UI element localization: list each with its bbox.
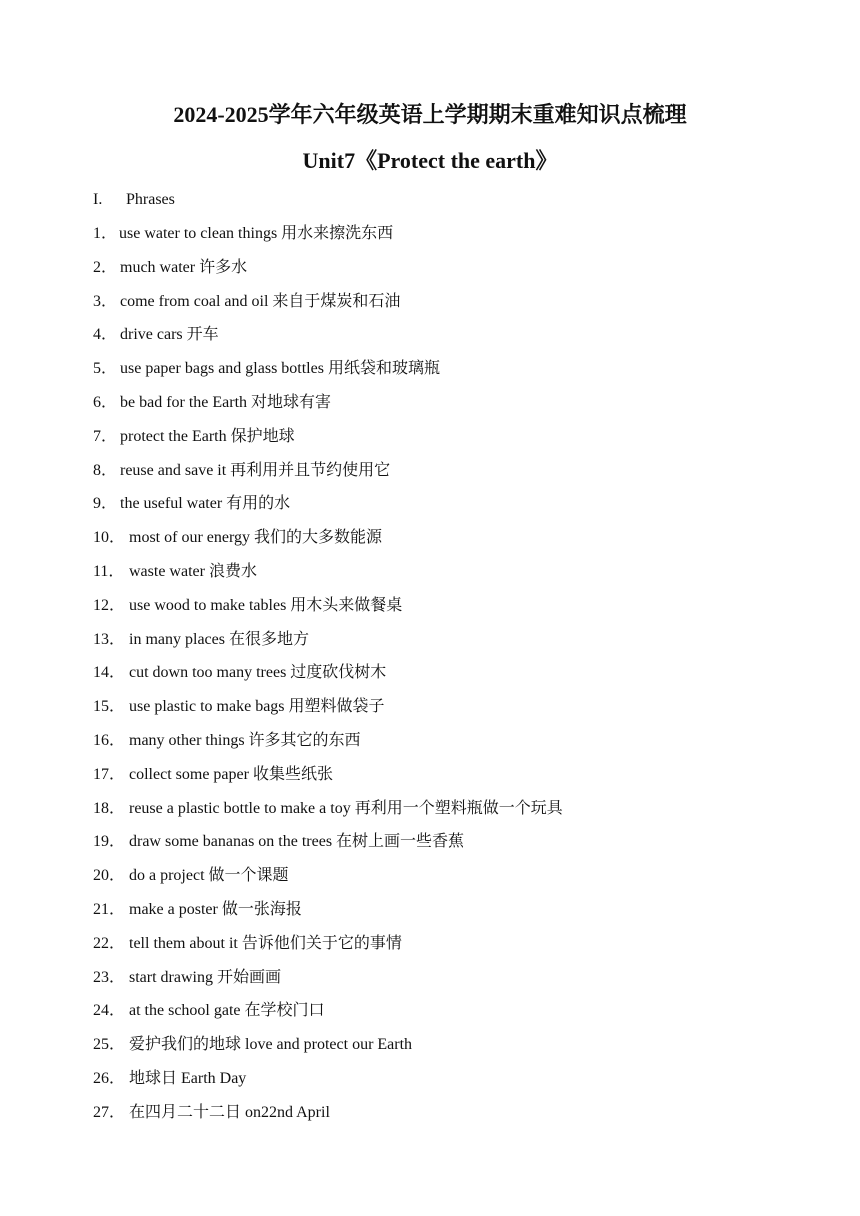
list-item [93, 291, 563, 325]
item-text: at the school gate 在学校门口 [129, 1002, 325, 1020]
item-text: use paper bags and glass bottles 用纸袋和玻璃瓶 [120, 360, 440, 378]
item-text: in many places 在很多地方 [129, 630, 309, 648]
item-number: 19． [93, 833, 126, 851]
item-text: come from coal and oil 来自于煤炭和石油 [120, 292, 401, 310]
item-text: use water to clean things 用水来擦洗东西 [119, 225, 394, 242]
list-item [93, 1102, 563, 1136]
list-item [93, 392, 563, 426]
item-number: 1． [93, 225, 118, 242]
item-text: start drawing 开始画画 [129, 968, 281, 986]
item-number: 11． [93, 562, 125, 580]
item-number: 25． [93, 1036, 126, 1054]
item-number: 2． [93, 258, 118, 276]
item-text: draw some bananas on the trees 在树上画一些香蕉 [129, 833, 465, 851]
item-text: cut down too many trees 过度砍伐树木 [129, 664, 387, 682]
item-text: be bad for the Earth 对地球有害 [120, 393, 332, 411]
list-item [93, 595, 563, 629]
list-item [93, 460, 563, 494]
item-number: 18． [93, 799, 126, 817]
list-item [93, 1068, 563, 1102]
section-heading [93, 189, 175, 211]
item-text: tell them about it 告诉他们关于它的事情 [129, 934, 402, 952]
item-text: most of our energy 我们的大多数能源 [129, 529, 383, 547]
list-item [93, 324, 563, 358]
item-text: use wood to make tables 用木头来做餐桌 [129, 596, 403, 614]
list-item [93, 1034, 563, 1068]
item-text: 爱护我们的地球 love and protect our Earth [129, 1036, 413, 1054]
list-item [93, 426, 563, 460]
item-number: 27． [93, 1103, 126, 1121]
list-item [93, 493, 563, 527]
list-item [93, 730, 563, 764]
item-number: 6． [93, 393, 118, 411]
list-item [93, 223, 563, 257]
phrase-list [93, 223, 563, 1136]
item-text: 地球日 Earth Day [129, 1069, 247, 1087]
list-item [93, 899, 563, 933]
item-number: 16． [93, 731, 126, 749]
item-text: reuse and save it 再利用并且节约使用它 [120, 461, 391, 479]
item-text: the useful water 有用的水 [120, 495, 291, 513]
list-item [93, 527, 563, 561]
list-item [93, 629, 563, 663]
list-item [93, 933, 563, 967]
item-number: 7． [93, 427, 118, 445]
list-item [93, 561, 563, 595]
section-label: Phrases [126, 191, 175, 208]
item-number: 14． [93, 664, 126, 682]
item-text: do a project 做一个课题 [129, 867, 289, 885]
item-text: much water 许多水 [120, 258, 248, 276]
item-number: 3． [93, 292, 118, 310]
item-number: 23． [93, 968, 126, 986]
list-item [93, 662, 563, 696]
item-number: 4． [93, 326, 118, 344]
item-text: many other things 许多其它的东西 [129, 731, 361, 749]
item-text: use plastic to make bags 用塑料做袋子 [129, 698, 385, 716]
item-text: 在四月二十二日 on22nd April [129, 1103, 330, 1121]
list-item [93, 798, 563, 832]
item-number: 10． [93, 529, 126, 547]
item-number: 22． [93, 934, 126, 952]
item-text: make a poster 做一张海报 [129, 900, 302, 918]
item-number: 8． [93, 461, 118, 479]
item-text: protect the Earth 保护地球 [120, 427, 295, 445]
item-number: 9． [93, 495, 118, 513]
list-item [93, 831, 563, 865]
list-item [93, 865, 563, 899]
list-item [93, 1000, 563, 1034]
item-number: 12． [93, 596, 126, 614]
item-number: 21． [93, 900, 126, 918]
document-title: 2024-2025学年六年级英语上学期期末重难知识点梳理 [173, 102, 687, 127]
item-text: reuse a plastic bottle to make a toy 再利用一个塑料瓶做一个玩具 [129, 799, 563, 817]
item-number: 13． [93, 630, 126, 648]
list-item [93, 358, 563, 392]
item-number: 20． [93, 867, 126, 885]
item-number: 15． [93, 698, 126, 716]
section-number: I. [93, 191, 103, 208]
item-text: collect some paper 收集些纸张 [129, 765, 333, 783]
list-item [93, 696, 563, 730]
item-number: 24． [93, 1002, 126, 1020]
item-text: drive cars 开车 [120, 326, 219, 344]
item-number: 17． [93, 765, 126, 783]
item-text: waste water 浪费水 [129, 562, 257, 580]
unit-title: Unit7《Protect the earth》 [302, 148, 558, 173]
item-number: 5． [93, 360, 118, 378]
list-item [93, 257, 563, 291]
item-number: 26． [93, 1069, 126, 1087]
list-item [93, 764, 563, 798]
list-item [93, 967, 563, 1001]
